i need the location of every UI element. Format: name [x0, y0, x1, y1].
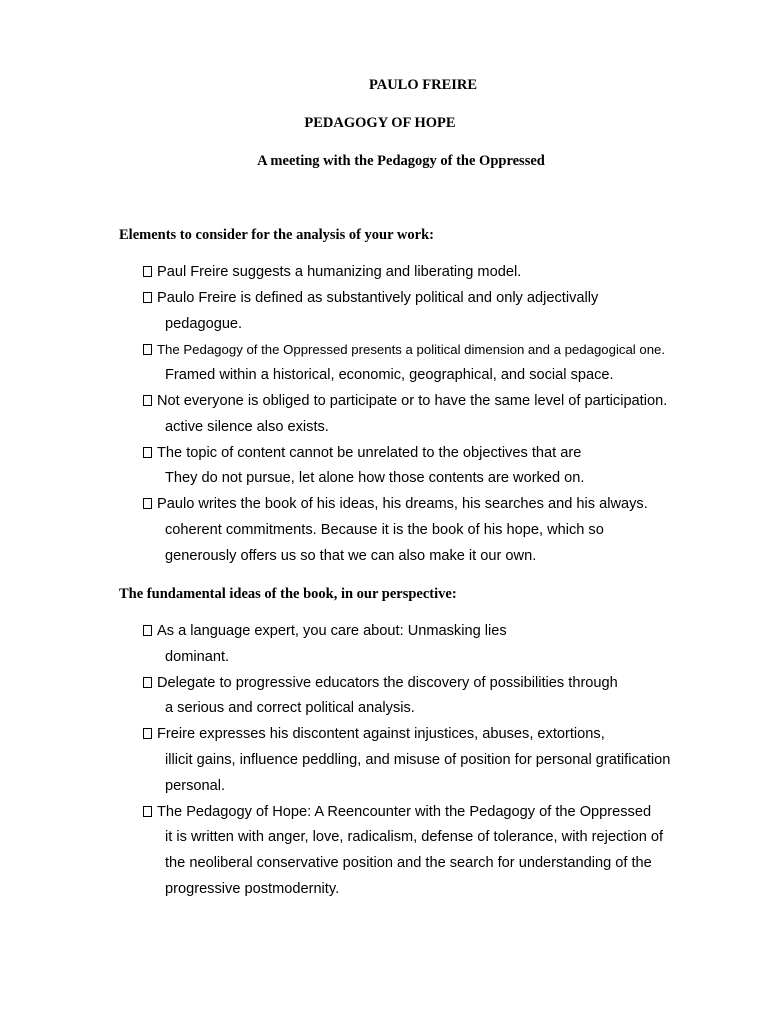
list-item: [143, 800, 670, 903]
list-item-continuation: progressive postmodernity.: [165, 880, 340, 897]
list-item: [143, 492, 667, 569]
document-tagline: A meeting with the Pedagogy of the Oppressed: [257, 153, 545, 169]
list-item-continuation: They do not pursue, let alone how those contents are worked on.: [165, 470, 585, 487]
fundamental-ideas-list: [143, 619, 670, 903]
list-item-continuation: active silence also exists.: [165, 418, 329, 435]
list-item-continuation: generously offers us so that we can also make it our own.: [165, 547, 537, 564]
empty-box-icon: [143, 677, 152, 688]
list-item-continuation: personal.: [165, 777, 226, 794]
empty-box-icon: [143, 344, 152, 355]
empty-box-icon: [143, 498, 152, 509]
empty-box-icon: [143, 292, 152, 303]
document-title: PAULO FREIRE: [368, 77, 478, 93]
list-item: [143, 260, 667, 286]
list-item-text: The Pedagogy of the Oppressed presents a political dimension and a pedagogical one.: [157, 342, 666, 358]
section-heading-fundamental-ideas: The fundamental ideas of the book, in our perspective:: [119, 586, 457, 602]
list-item-text: Freire expresses his discontent against injustices, abuses, extortions,: [157, 726, 605, 743]
analysis-elements-list: [143, 260, 667, 570]
document-subtitle: PEDAGOGY OF HOPE: [304, 115, 456, 131]
empty-box-icon: [143, 728, 152, 739]
list-item-continuation: a serious and correct political analysis.: [165, 700, 415, 717]
list-item: [143, 337, 667, 389]
list-item: [143, 389, 667, 441]
list-item-continuation: pedagogue.: [165, 315, 243, 332]
list-item-text: Not everyone is obliged to participate or to have the same level of participation.: [157, 392, 668, 409]
list-item-continuation: illicit gains, influence peddling, and misuse of position for personal gratification: [165, 751, 671, 768]
list-item: [143, 671, 670, 723]
list-item: [143, 286, 667, 338]
list-item-continuation: the neoliberal conservative position and the search for understanding of the: [165, 855, 652, 872]
list-item-continuation: coherent commitments. Because it is the book of his hope, which so: [165, 521, 604, 538]
list-item-continuation: dominant.: [165, 648, 230, 665]
list-item-text: The Pedagogy of Hope: A Reencounter with the Pedagogy of the Oppressed: [157, 803, 652, 820]
list-item: [143, 619, 670, 671]
section-heading-analysis-elements: Elements to consider for the analysis of your work:: [119, 227, 434, 243]
empty-box-icon: [143, 625, 152, 636]
empty-box-icon: [143, 447, 152, 458]
empty-box-icon: [143, 395, 152, 406]
list-item-text: Delegate to progressive educators the discovery of possibilities through: [157, 674, 618, 691]
empty-box-icon: [143, 266, 152, 277]
list-item-text: The topic of content cannot be unrelated to the objectives that are: [157, 444, 582, 461]
list-item-text: Paulo Freire is defined as substantively political and only adjectivally: [157, 289, 599, 306]
empty-box-icon: [143, 806, 152, 817]
list-item-text: As a language expert, you care about: Unmasking lies: [157, 623, 507, 639]
list-item: [143, 441, 667, 493]
list-item-text: Paulo writes the book of his ideas, his dreams, his searches and his always.: [157, 496, 648, 513]
list-item: [143, 722, 670, 799]
list-item-text: Paul Freire suggests a humanizing and liberating model.: [157, 264, 522, 280]
list-item-continuation: Framed within a historical, economic, geographical, and social space.: [165, 367, 614, 384]
list-item-continuation: it is written with anger, love, radicalism, defense of tolerance, with rejection of: [165, 829, 664, 846]
